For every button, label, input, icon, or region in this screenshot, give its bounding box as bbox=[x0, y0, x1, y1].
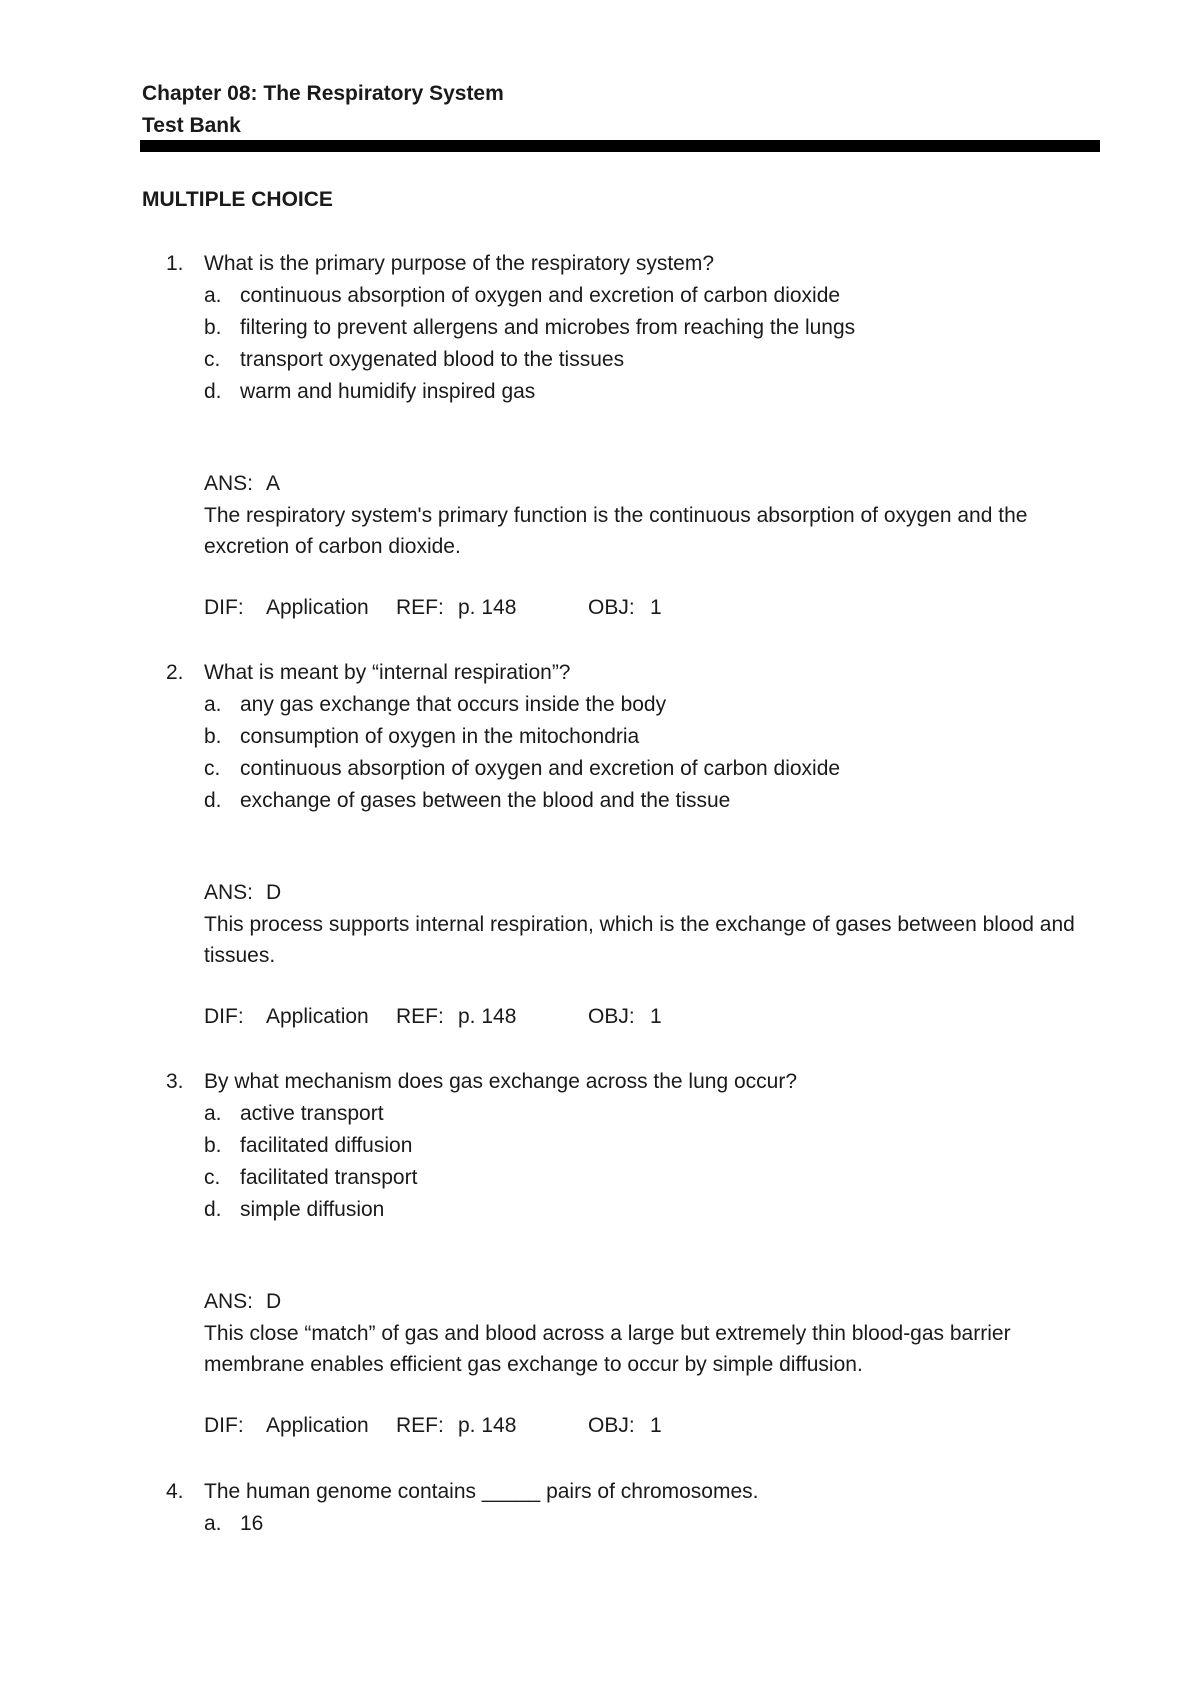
question-text: By what mechanism does gas exchange across the lung occur? bbox=[204, 1070, 797, 1093]
answer-value: D bbox=[266, 881, 282, 904]
document-header bbox=[142, 78, 504, 142]
obj-label: OBJ: bbox=[588, 1005, 635, 1028]
question-meta bbox=[204, 1001, 1200, 1033]
ref-value: p. 148 bbox=[458, 1005, 517, 1028]
dif-label: DIF: bbox=[204, 1414, 244, 1437]
rationale: The respiratory system's primary function is the continuous absorption of oxygen and the excretion of carbon dioxide. bbox=[204, 504, 1028, 558]
ref-label: REF: bbox=[396, 596, 444, 619]
question-meta bbox=[204, 1410, 1200, 1442]
option-text: exchange of gases between the blood and the tissue bbox=[240, 789, 731, 812]
dif-value: Application bbox=[266, 1414, 369, 1437]
question-number: 4. bbox=[166, 1480, 184, 1503]
option-letter: a. bbox=[204, 1102, 222, 1125]
question-number: 1. bbox=[166, 252, 184, 275]
answer-value: D bbox=[266, 1290, 282, 1313]
option-letter: d. bbox=[204, 380, 222, 403]
question-stem bbox=[0, 657, 1200, 689]
question-stem bbox=[0, 248, 1200, 280]
option-c bbox=[0, 1162, 1200, 1194]
option-d bbox=[0, 1194, 1200, 1226]
option-letter: c. bbox=[204, 757, 221, 780]
question-3 bbox=[0, 1066, 1200, 1442]
ref-label: REF: bbox=[396, 1005, 444, 1028]
header-rule bbox=[140, 140, 1100, 152]
option-letter: c. bbox=[204, 348, 221, 371]
section-title: MULTIPLE CHOICE bbox=[142, 188, 333, 211]
option-text: warm and humidify inspired gas bbox=[240, 380, 536, 403]
document-subtitle: Test Bank bbox=[142, 114, 241, 137]
ref-value: p. 148 bbox=[458, 1414, 517, 1437]
dif-value: Application bbox=[266, 1005, 369, 1028]
question-stem bbox=[0, 1476, 1200, 1508]
question-4 bbox=[0, 1476, 1200, 1540]
option-a bbox=[0, 280, 1200, 312]
rationale: This process supports internal respiration, which is the exchange of gases between blood and tissues. bbox=[204, 913, 1075, 967]
option-b bbox=[0, 312, 1200, 344]
option-d bbox=[0, 785, 1200, 817]
question-number: 3. bbox=[166, 1070, 184, 1093]
option-text: consumption of oxygen in the mitochondria bbox=[240, 725, 640, 748]
option-text: simple diffusion bbox=[240, 1198, 385, 1221]
option-letter: b. bbox=[204, 316, 222, 339]
obj-label: OBJ: bbox=[588, 1414, 635, 1437]
option-text: active transport bbox=[240, 1102, 384, 1125]
question-text: The human genome contains _____ pairs of chromosomes. bbox=[204, 1480, 759, 1503]
question-text: What is meant by “internal respiration”? bbox=[204, 661, 571, 684]
answer-value: A bbox=[266, 472, 281, 495]
chapter-title: Chapter 08: The Respiratory System bbox=[142, 82, 504, 105]
option-letter: d. bbox=[204, 1198, 222, 1221]
option-text: any gas exchange that occurs inside the body bbox=[240, 693, 667, 716]
ref-value: p. 148 bbox=[458, 596, 517, 619]
option-a bbox=[0, 1098, 1200, 1130]
question-number: 2. bbox=[166, 661, 184, 684]
option-letter: a. bbox=[204, 284, 222, 307]
question-text: What is the primary purpose of the respiratory system? bbox=[204, 252, 715, 275]
answer-label: ANS: bbox=[204, 472, 254, 495]
option-text: continuous absorption of oxygen and excretion of carbon dioxide bbox=[240, 284, 841, 307]
obj-label: OBJ: bbox=[588, 596, 635, 619]
ref-label: REF: bbox=[396, 1414, 444, 1437]
obj-value: 1 bbox=[650, 596, 662, 619]
option-letter: a. bbox=[204, 1512, 222, 1535]
dif-label: DIF: bbox=[204, 1005, 244, 1028]
option-letter: a. bbox=[204, 693, 222, 716]
option-text: 16 bbox=[240, 1512, 264, 1535]
option-b bbox=[0, 1130, 1200, 1162]
option-letter: d. bbox=[204, 789, 222, 812]
question-meta bbox=[204, 592, 1200, 624]
option-b bbox=[0, 721, 1200, 753]
answer-line bbox=[204, 877, 1200, 909]
option-text: facilitated transport bbox=[240, 1166, 418, 1189]
question-1 bbox=[0, 248, 1200, 624]
dif-value: Application bbox=[266, 596, 369, 619]
answer-line bbox=[204, 1286, 1200, 1318]
option-letter: b. bbox=[204, 725, 222, 748]
question-2 bbox=[0, 657, 1200, 1033]
option-text: transport oxygenated blood to the tissues bbox=[240, 348, 625, 371]
obj-value: 1 bbox=[650, 1414, 662, 1437]
option-c bbox=[0, 753, 1200, 785]
option-d bbox=[0, 376, 1200, 408]
rationale: This close “match” of gas and blood across a large but extremely thin blood-gas barrier membrane enables efficient gas exchange to occur by simple diffusion. bbox=[204, 1322, 1011, 1376]
option-a bbox=[0, 689, 1200, 721]
option-text: filtering to prevent allergens and microbes from reaching the lungs bbox=[240, 316, 856, 339]
answer-line bbox=[204, 468, 1200, 500]
option-letter: c. bbox=[204, 1166, 221, 1189]
option-letter: b. bbox=[204, 1134, 222, 1157]
option-a bbox=[0, 1508, 1200, 1540]
obj-value: 1 bbox=[650, 1005, 662, 1028]
answer-label: ANS: bbox=[204, 1290, 254, 1313]
question-stem bbox=[0, 1066, 1200, 1098]
option-text: facilitated diffusion bbox=[240, 1134, 413, 1157]
option-text: continuous absorption of oxygen and excretion of carbon dioxide bbox=[240, 757, 841, 780]
dif-label: DIF: bbox=[204, 596, 244, 619]
option-c bbox=[0, 344, 1200, 376]
answer-label: ANS: bbox=[204, 881, 254, 904]
